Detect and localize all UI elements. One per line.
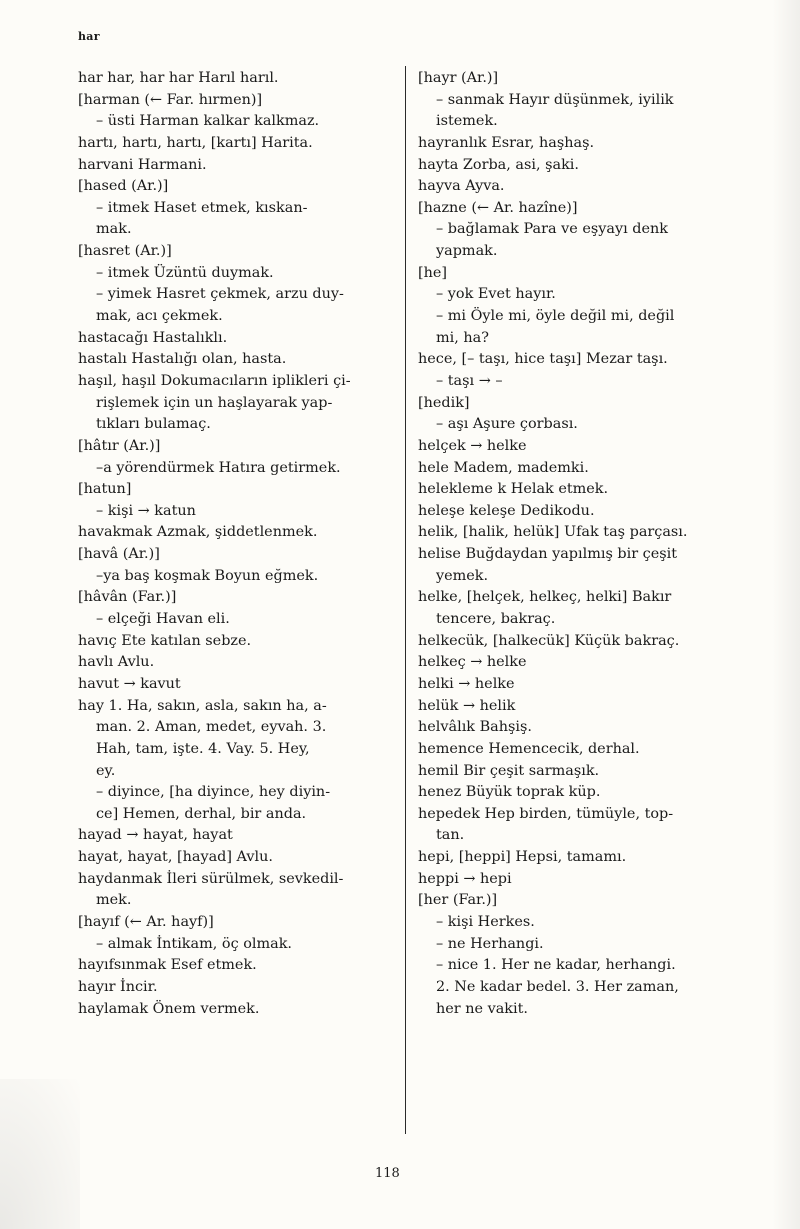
entry-line: [hayıf (← Ar. hayf)]	[78, 913, 214, 930]
entry-line: helise Buğdaydan yapılmış bir çeşit	[418, 546, 678, 563]
entry-line: hastacağı Hastalıklı.	[78, 329, 228, 346]
entry-line: Hah, tam, işte. 4. Vay. 5. Hey,	[96, 740, 310, 757]
entry-line: – kişi Herkes.	[436, 913, 535, 930]
entry-line: [hasret (Ar.)]	[78, 243, 172, 260]
entry-line: hayad → hayat, hayat	[78, 827, 233, 844]
entry-line: man. 2. Aman, medet, eyvah. 3.	[96, 719, 327, 736]
entry-line: havıç Ete katılan sebze.	[78, 632, 252, 649]
entry-line: havut → kavut	[78, 675, 181, 692]
entry-line: hay 1. Ha, sakın, asla, sakın ha, a-	[78, 697, 327, 714]
entry-line: [hedik]	[418, 394, 470, 411]
entry-line: – ne Herhangi.	[436, 935, 544, 952]
entry-line: hayva Ayva.	[418, 178, 505, 195]
entry-line: rişlemek için un haşlayarak yap-	[96, 394, 333, 411]
entry-line: hartı, hartı, hartı, [kartı] Harita.	[78, 134, 313, 151]
entry-line: istemek.	[436, 113, 498, 130]
scan-corner-shadow	[0, 1079, 80, 1229]
entry-line: – nice 1. Her ne kadar, herhangi.	[436, 957, 676, 974]
entry-line: mek.	[96, 892, 132, 909]
entry-line: – bağlamak Para ve eşyayı denk	[436, 221, 668, 238]
entry-line: – yimek Hasret çekmek, arzu duy-	[96, 286, 344, 303]
entry-line: hece, [– taşı, hice taşı] Mezar taşı.	[418, 351, 668, 368]
entry-line: – kişi → katun	[96, 502, 196, 519]
entry-line: tıkları bulamaç.	[96, 416, 211, 433]
entry-line: – üsti Harman kalkar kalkmaz.	[96, 113, 320, 130]
entry-line: [he]	[418, 264, 448, 281]
entry-line: hayta Zorba, asi, şaki.	[418, 156, 579, 173]
entry-line: hepedek Hep birden, tümüyle, top-	[418, 805, 674, 822]
entry-line: harvani Harmani.	[78, 156, 207, 173]
entry-line: helekleme k Helak etmek.	[418, 481, 609, 498]
entry-line: yapmak.	[436, 243, 498, 260]
entry-line: hayıfsınmak Esef etmek.	[78, 957, 257, 974]
entry-line: helvâlık Bahşiş.	[418, 719, 532, 736]
entry-line: hepi, [heppi] Hepsi, tamamı.	[418, 849, 627, 866]
scan-edge-shadow	[772, 0, 800, 1229]
entry-line: heleşe keleşe Dedikodu.	[418, 502, 595, 519]
entry-line: helük → helik	[418, 697, 516, 714]
entry-line: [havâ (Ar.)]	[78, 546, 160, 563]
entry-line: hastalı Hastalığı olan, hasta.	[78, 351, 287, 368]
entry-line: – elçeği Havan eli.	[96, 611, 230, 628]
entry-line: yemek.	[436, 567, 489, 584]
entry-line: mi, ha?	[436, 329, 489, 346]
entry-line: mak, acı çekmek.	[96, 308, 223, 325]
entry-line: havlı Avlu.	[78, 654, 155, 671]
entry-line: [hâtır (Ar.)]	[78, 437, 161, 454]
entry-line: helki → helke	[418, 675, 515, 692]
entry-line: helkeç → helke	[418, 654, 527, 671]
entry-line: hayır İncir.	[78, 978, 158, 995]
entry-line: helçek → helke	[418, 437, 527, 454]
entry-line: – taşı → –	[436, 372, 503, 389]
entry-line: helkecük, [halkecük] Küçük bakraç.	[418, 632, 680, 649]
entry-line: – yok Evet hayır.	[436, 286, 556, 303]
entry-line: [hayr (Ar.)]	[418, 70, 499, 86]
entry-line: [harman (← Far. hırmen)]	[78, 91, 263, 108]
entry-line: hemil Bir çeşit sarmaşık.	[418, 762, 600, 779]
entry-line: helke, [helçek, helkeç, helki] Bakır	[418, 589, 672, 606]
page-number: 118	[375, 1166, 400, 1181]
entry-line: helik, [halik, helük] Ufak taş parçası.	[418, 524, 688, 541]
entry-line: heppi → hepi	[418, 870, 512, 887]
entry-line: haylamak Önem vermek.	[78, 1000, 260, 1017]
entry-line: –a yörendürmek Hatıra getirmek.	[96, 459, 341, 476]
entry-line: – sanmak Hayır düşünmek, iyilik	[436, 91, 674, 108]
entry-line: 2. Ne kadar bedel. 3. Her zaman,	[436, 978, 679, 995]
entry-line: – itmek Haset etmek, kıskan-	[96, 199, 308, 216]
entry-line: haşıl, haşıl Dokumacıların iplikleri çi-	[78, 372, 351, 389]
entry-line: haydanmak İleri sürülmek, sevkedil-	[78, 870, 344, 887]
entry-line: – itmek Üzüntü duymak.	[96, 264, 274, 281]
entry-line: – diyince, [ha diyince, hey diyin-	[96, 784, 331, 801]
entry-line: – almak İntikam, öç olmak.	[96, 935, 292, 952]
entry-line: her ne vakit.	[436, 1000, 528, 1017]
left-column	[78, 68, 396, 1020]
entry-line: [hâvân (Far.)]	[78, 589, 177, 606]
entry-line: tencere, bakraç.	[436, 611, 556, 628]
entry-line: – mi Öyle mi, öyle değil mi, değil	[436, 308, 675, 325]
entry-line: har har, har har Harıl harıl.	[78, 70, 279, 86]
entry-line: hayranlık Esrar, haşhaş.	[418, 134, 595, 151]
column-divider	[405, 66, 406, 1134]
entry-line: [hazne (← Ar. hazîne)]	[418, 199, 578, 216]
entry-line: mak.	[96, 221, 132, 238]
entry-line: hayat, hayat, [hayad] Avlu.	[78, 849, 273, 866]
entry-line: [hatun]	[78, 481, 132, 498]
entry-line: henez Büyük toprak küp.	[418, 784, 601, 801]
running-head: har	[78, 30, 100, 43]
entry-line: [hased (Ar.)]	[78, 178, 169, 195]
entry-line: hemence Hemencecik, derhal.	[418, 740, 640, 757]
entry-line: tan.	[436, 827, 465, 844]
entry-line: ey.	[96, 762, 116, 779]
entry-line: – aşı Aşure çorbası.	[436, 416, 578, 433]
entry-line: havakmak Azmak, şiddetlenmek.	[78, 524, 318, 541]
entry-line: –ya baş koşmak Boyun eğmek.	[96, 567, 319, 584]
entry-line: hele Madem, mademki.	[418, 459, 589, 476]
right-column	[418, 68, 748, 1020]
entry-line: [her (Far.)]	[418, 892, 498, 909]
entry-line: ce] Hemen, derhal, bir anda.	[96, 805, 307, 822]
